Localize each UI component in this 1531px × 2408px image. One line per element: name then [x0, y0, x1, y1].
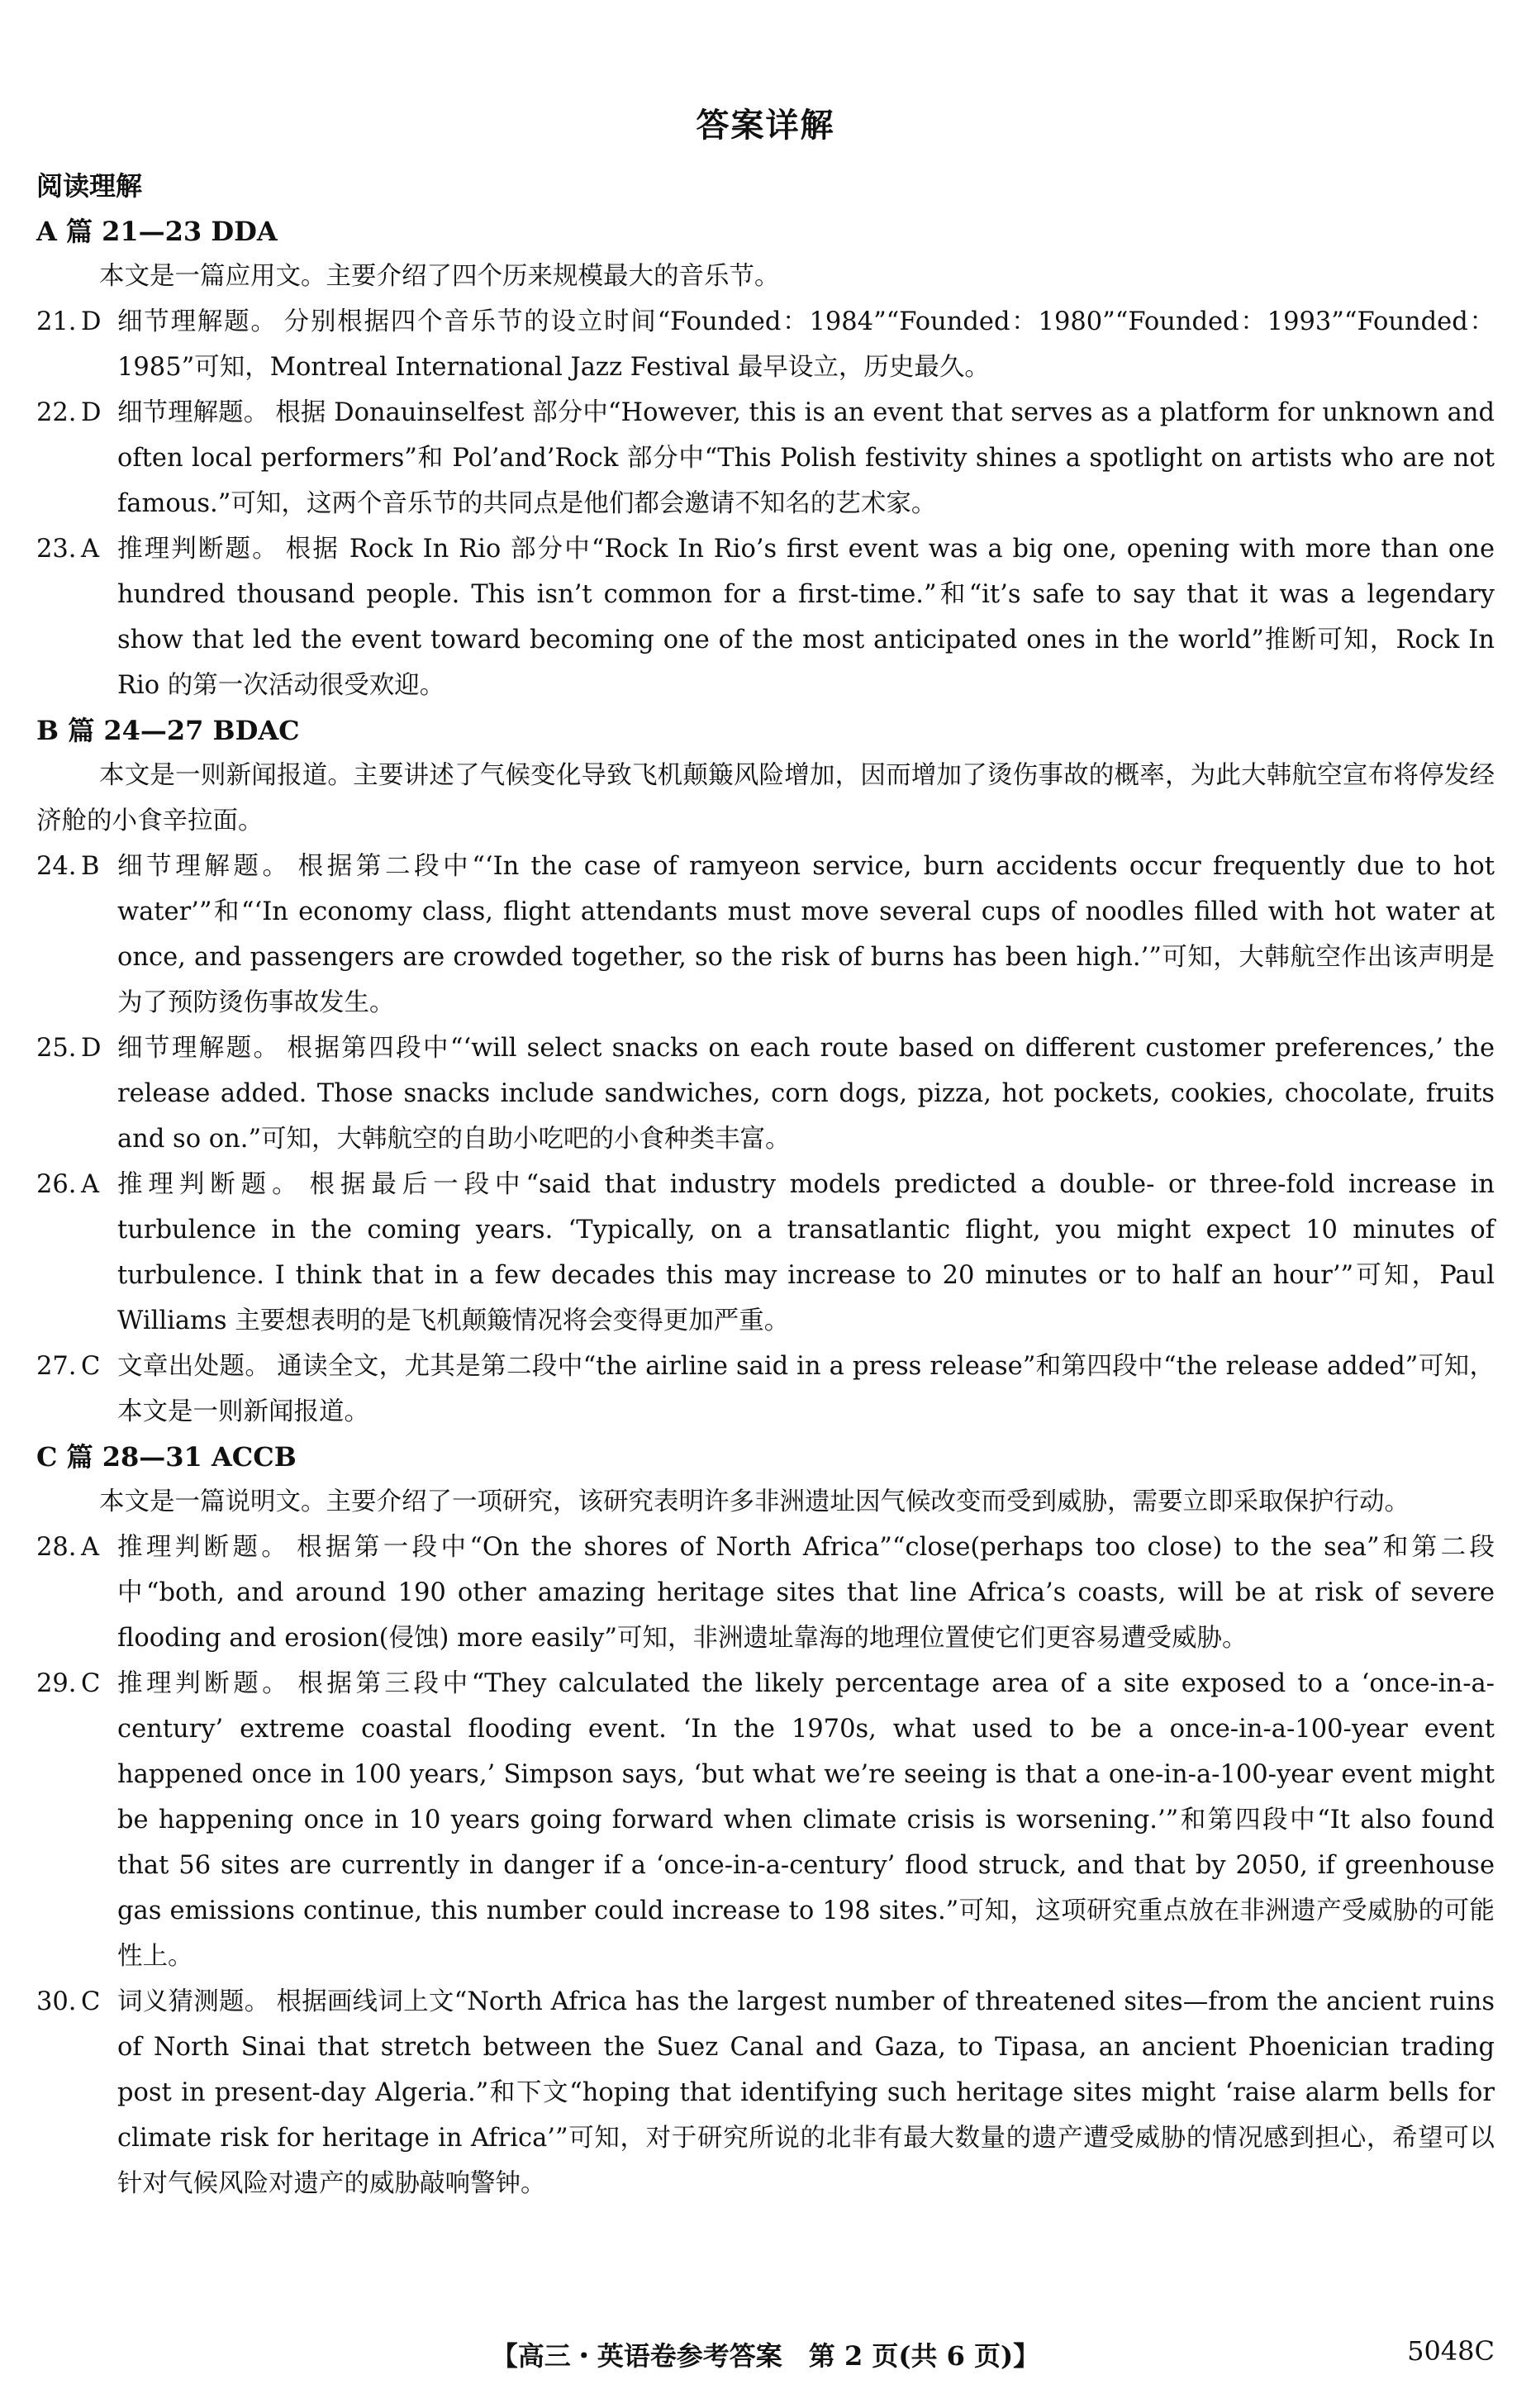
question-number: 21.	[36, 307, 77, 336]
explanation	[117, 1026, 1495, 1162]
answer-letter: D	[81, 398, 102, 427]
question-type: 推理判断题。	[117, 1669, 292, 1698]
answer-item	[36, 1026, 1495, 1162]
question-number: 29.	[36, 1669, 77, 1698]
question-type: 细节理解题。	[117, 307, 278, 336]
answer-item	[36, 1344, 1495, 1435]
question-number: 26.	[36, 1170, 77, 1199]
passage-intro: 本文是一则新闻报道。主要讲述了气候变化导致飞机颠簸风险增加，因而增加了烫伤事故的概率，为此大韩航空宣布将停发经济舱的小食辛拉面。	[36, 761, 1495, 835]
passages-container	[36, 209, 1495, 2206]
page-title: 答案详解	[696, 106, 835, 145]
explanation-text: 根据第二段中“‘In the case of ramyeon service, burn accidents occur frequently due to hot water’”和“‘In economy class, flight attendants must move several cups of noodles filled with hot water at once, and passengers are crowded together, so the risk of burns has been high.’”可知，大韩航空作出该声明是为了预防烫伤事故发生。	[117, 852, 1495, 1017]
passage-heading: C 篇 28—31 ACCB	[36, 1441, 297, 1473]
question-number: 28.	[36, 1533, 77, 1562]
answer-letter: A	[81, 1170, 100, 1199]
question-type: 推理判断题。	[117, 1533, 291, 1562]
question-type: 细节理解题。	[117, 398, 269, 427]
explanation	[117, 1525, 1495, 1661]
answer-item	[36, 390, 1495, 526]
explanation	[117, 1162, 1495, 1344]
answer-item	[36, 526, 1495, 708]
explanation	[117, 1344, 1495, 1435]
answer-letter: A	[81, 1533, 100, 1562]
question-number: 24.	[36, 852, 77, 881]
question-type: 推理判断题。	[117, 1170, 303, 1199]
question-type: 词义猜测题。	[117, 1987, 270, 2016]
question-number: 27.	[36, 1352, 77, 1381]
answer-item	[36, 1979, 1495, 2206]
answer-letter: C	[81, 1987, 101, 2016]
explanation-text: 分别根据四个音乐节的设立时间“Founded：1984”“Founded：1980”“Founded：1993”“Founded：1985”可知，Montreal International Jazz Festival 最早设立，历史最久。	[117, 307, 1495, 382]
section-heading: 阅读理解	[36, 170, 143, 202]
answer-item	[36, 1661, 1495, 1979]
answer-letter: A	[81, 535, 100, 564]
explanation-text: 根据第三段中“They calculated the likely percentage area of a site exposed to a ‘once-in-a-century’ extreme coastal flooding event. ‘In the 1970s, what used to be a once-in-a-100-year event happened once in 100 years,’ Simpson says, ‘but what we’re seeing is that a one-in-a-100-year event might be happening once in 10 years going forward when climate crisis is worsening.’”和第四段中“It also found that 56 sites are currently in danger if a ‘once-in-a-century’ flood struck, and that by 2050, if greenhouse gas emissions continue, this number could increase to 198 sites.”可知，这项研究重点放在非洲遗产受威胁的可能性上。	[117, 1669, 1495, 1971]
explanation-text: 根据第四段中“‘will select snacks on each route based on different customer preferences,’ the release added. Those snacks include sandwiches, corn dogs, pizza, hot pockets, cookies, chocolate, fruits and so on.”可知，大韩航空的自助小吃吧的小食种类丰富。	[117, 1034, 1495, 1154]
answer-item	[36, 844, 1495, 1026]
explanation	[117, 390, 1495, 526]
question-number: 25.	[36, 1034, 77, 1063]
explanation	[117, 1661, 1495, 1979]
explanation-text: 根据最后一段中“said that industry models predicted a double- or three-fold increase in turbulence in the coming years. ‘Typically, on a transatlantic flight, you might expect 10 minutes of turbulence. I think that in a few decades this may increase to 20 minutes or to half an hour’”可知，Paul Williams 主要想表明的是飞机颠簸情况将会变得更加严重。	[117, 1170, 1495, 1335]
answer-item	[36, 299, 1495, 390]
explanation	[117, 299, 1495, 390]
explanation-text: 根据 Rock In Rio 部分中“Rock In Rio’s first event was a big one, opening with more than one hundred thousand people. This isn’t common for a first-time.”和“it’s safe to say that it was a legendary show that led the event toward becoming one of the most anticipated ones in the world”推断可知，Rock In Rio 的第一次活动很受欢迎。	[117, 535, 1495, 700]
passage-heading: A 篇 21—23 DDA	[36, 216, 278, 247]
explanation	[117, 526, 1495, 708]
footer-label: 【高三・英语卷参考答案 第 2 页(共 6 页)】	[491, 2340, 1040, 2372]
explanation-text: 根据 Donauinselfest 部分中“However, this is an event that serves as a platform for unknown and often local performers”和 Pol’and’Rock 部分中“This Polish festivity shines a spotlight on artists who are not famous.”可知，这两个音乐节的共同点是他们都会邀请不知名的艺术家。	[117, 398, 1495, 518]
question-number: 23.	[36, 535, 77, 564]
answer-letter: C	[81, 1669, 101, 1698]
question-number: 30.	[36, 1987, 77, 2016]
explanation-text: 通读全文，尤其是第二段中“the airline said in a press release”和第四段中“the release added”可知，本文是一则新闻报道。	[117, 1352, 1495, 1426]
passage-intro: 本文是一篇说明文。主要介绍了一项研究，该研究表明许多非洲遗址因气候改变而受到威胁，需要立即采取保护行动。	[99, 1487, 1410, 1516]
paper-code: 5048C	[1407, 2335, 1495, 2367]
question-type: 推理判断题。	[117, 535, 279, 564]
answer-letter: C	[81, 1352, 101, 1381]
answer-letter: D	[81, 307, 102, 336]
answer-letter: D	[81, 1034, 102, 1063]
question-type: 细节理解题。	[117, 1034, 281, 1063]
explanation	[117, 844, 1495, 1026]
answer-item	[36, 1162, 1495, 1344]
passage-intro: 本文是一篇应用文。主要介绍了四个历来规模最大的音乐节。	[99, 262, 780, 291]
passage-heading: B 篇 24—27 BDAC	[36, 715, 300, 746]
question-type: 细节理解题。	[117, 852, 292, 881]
explanation-text: 根据第一段中“On the shores of North Africa”“close(perhaps too close) to the sea”和第二段中“both, and around 190 other amazing heritage sites that line Africa’s coasts, will be at risk of severe flooding and erosion(侵蚀) more easily”可知，非洲遗址靠海的地理位置使它们更容易遭受威胁。	[117, 1533, 1495, 1653]
question-number: 22.	[36, 398, 77, 427]
explanation-text: 根据画线词上文“North Africa has the largest number of threatened sites—from the ancient ruins of North Sinai that stretch between the Suez Canal and Gaza, to Tipasa, an ancient Phoenician trading post in present-day Algeria.”和下文“hoping that identifying such heritage sites might ‘raise alarm bells for climate risk for heritage in Africa’”可知，对于研究所说的北非有最大数量的遗产遭受威胁的情况感到担心，希望可以针对气候风险对遗产的威胁敲响警钟。	[117, 1987, 1495, 2198]
explanation	[117, 1979, 1495, 2206]
answer-letter: B	[81, 852, 100, 881]
answer-item	[36, 1525, 1495, 1661]
question-type: 文章出处题。	[117, 1352, 271, 1381]
